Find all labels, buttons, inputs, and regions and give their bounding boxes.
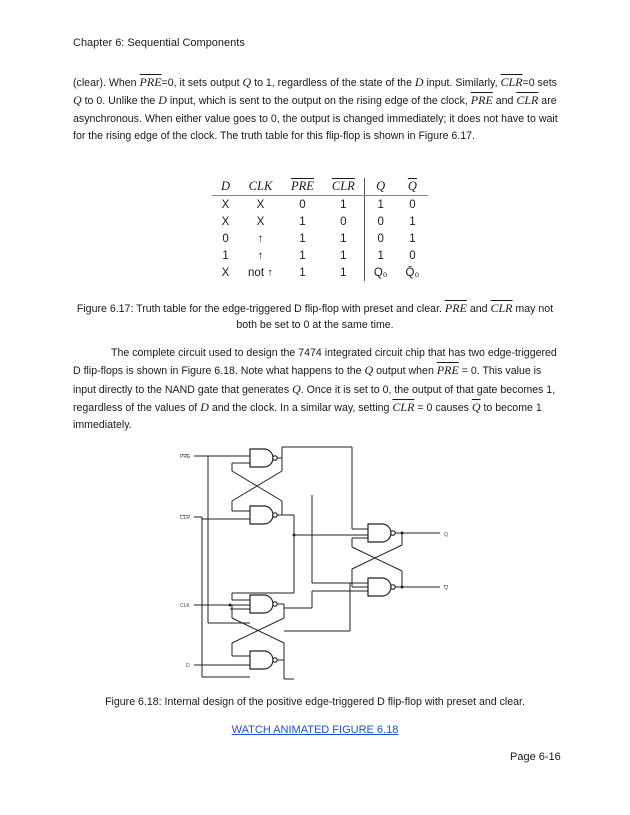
th-pre: $\overline{PRE}$ [282, 178, 323, 196]
flip-flop-circuit-diagram [172, 443, 462, 683]
cell: ↑ [257, 232, 264, 245]
page-header: Chapter 6: Sequential Components [73, 37, 245, 49]
cell: X [221, 215, 230, 228]
cell: 0 [340, 215, 347, 228]
cell: X [256, 198, 265, 211]
cell: 1 [340, 232, 347, 245]
nand-gate-3 [250, 595, 273, 613]
th-qbar: $\overline{Q}$ [397, 178, 429, 196]
figure-6-18-caption: Figure 6.18: Internal design of the positive edge-triggered D flip-flop with preset and clear. [105, 696, 525, 708]
cell: not ↑ [248, 266, 273, 279]
th-clk: CLK [239, 178, 282, 196]
label-d: D [186, 663, 190, 669]
cell: 0 [409, 249, 416, 262]
th-clr: $\overline{CLR}$ [323, 178, 364, 196]
nand-gate-qbar [368, 578, 391, 596]
paragraph-2: The complete circuit used to design the 7474 integrated circuit chip that has two edge-triggered D flip-flops is shown in Figure 6.18. Note what happens to the Q output when $\overline{PRE} = 0$. This value is input directly to the NAND gate that generates Q. Once it is set to 0, the output of that gate becomes 1, regardless of the values of D and the clock. In a similar way, setting $\overline{CLR} = 0$ causes $\overline{Q}$ to become 1 immediately. [73, 347, 557, 432]
nand-gate-2 [250, 506, 273, 524]
cell: 1 [364, 196, 396, 214]
table-row [212, 196, 428, 214]
cell: 1 [340, 249, 347, 262]
cell: 1 [340, 266, 347, 279]
table-row [212, 230, 428, 247]
cell: 1 [299, 266, 306, 279]
cell: 1 [340, 198, 347, 211]
watch-animated-figure-link[interactable]: WATCH ANIMATED FIGURE 6.18 [231, 724, 399, 736]
cell: X [221, 266, 230, 279]
cell: 0 [222, 232, 229, 245]
cell: 1 [299, 215, 306, 228]
cell: Q₀ [364, 264, 396, 281]
label-clk: CLK [180, 603, 190, 609]
cell: 1 [299, 232, 306, 245]
cell: 1 [222, 249, 229, 262]
cell: 0 [299, 198, 306, 211]
table-row [212, 264, 428, 281]
cell: 1 [409, 215, 416, 228]
nand-gate-q [368, 524, 391, 542]
cell: 0 [364, 230, 396, 247]
cell: ↑ [257, 249, 264, 262]
figure-6-17-caption: Figure 6.17: Truth table for the edge-triggered D flip-flop with preset and clear. $\overline{PRE}$ and $\overline{CLR}$ may not both be set to 0 at the same time. [76, 301, 554, 331]
page-number: Page 6-16 [510, 751, 561, 763]
cell: Q̄₀ [405, 266, 420, 279]
cell: X [256, 215, 265, 228]
cell: 1 [364, 247, 396, 264]
table-row [212, 213, 428, 230]
truth-table [212, 178, 428, 281]
table-row [212, 247, 428, 264]
paragraph-1: (clear). When $\overline{PRE}=0$, it sets output Q to 1, regardless of the state of the D input. Similarly, $\overline{CLR}=0$ sets Q to 0. Unlike the D input, which is sent to the output on the rising edge of the clock, $\overline{PRE}$ and $\overline{CLR}$ are asynchronous. When either value goes to 0, the output is changed immediately; it does not have to wait for the rising edge of the clock. The truth table for this flip-flop is shown in Figure 6.17. [73, 75, 558, 142]
th-q: Q [364, 178, 396, 196]
nand-gate-4 [250, 651, 273, 669]
nand-gate-1 [250, 449, 273, 467]
cell: X [221, 198, 230, 211]
th-d: D [212, 178, 239, 196]
label-clr: CLR [180, 515, 191, 521]
cell: 1 [299, 249, 306, 262]
cell: 1 [409, 232, 416, 245]
label-qbar: Q [444, 585, 448, 591]
cell: 0 [364, 213, 396, 230]
label-pre: PRE [180, 454, 191, 460]
cell: 0 [409, 198, 416, 211]
label-q: Q [444, 532, 448, 538]
